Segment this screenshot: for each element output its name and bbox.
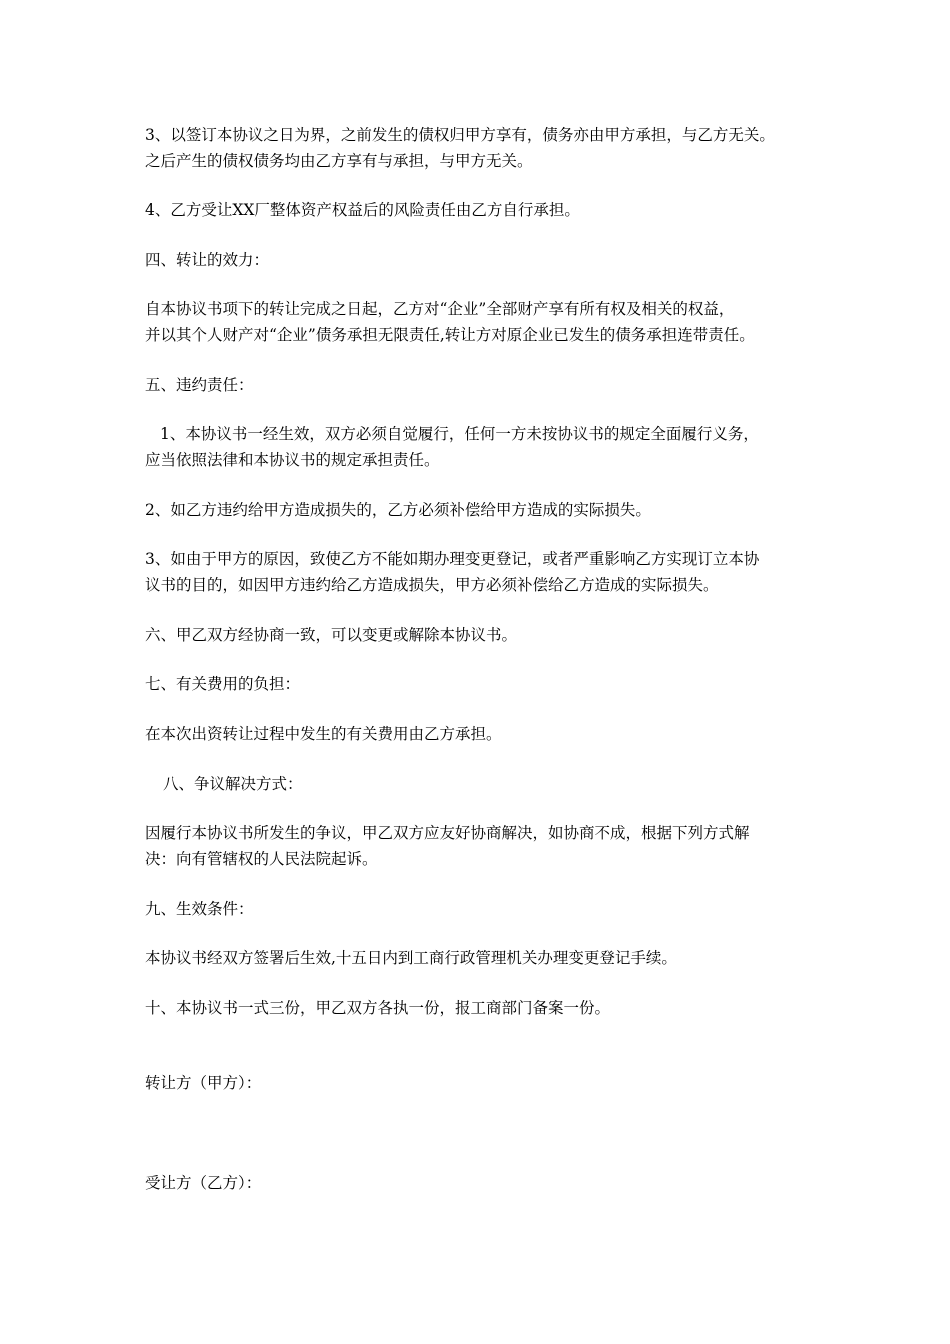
text-line: 之后产生的债权债务均由乙方享有与承担，与甲方无关。 (145, 152, 533, 170)
breach-clause-3 (145, 546, 835, 598)
text-line: 2、如乙方违约给甲方造成损失的，乙方必须补偿给甲方造成的实际损失。 (145, 501, 651, 519)
text-line: 自本协议书项下的转让完成之日起，乙方对“企业”全部财产享有所有权及相关的权益， (145, 300, 735, 318)
text-line: 决：向有管辖权的人民法院起诉。 (145, 850, 378, 868)
text-line: 四、转让的效力： (145, 251, 270, 269)
transfer-effect-paragraph (145, 296, 835, 348)
clause-3-debts (145, 122, 835, 174)
text-line: 七、有关费用的负担： (145, 675, 301, 693)
section-heading-6 (145, 622, 835, 648)
text-line: 应当依照法律和本协议书的规定承担责任。 (145, 451, 440, 469)
text-line: 并以其个人财产对“企业”债务承担无限责任,转让方对原企业已发生的债务承担连带责任。 (145, 326, 755, 344)
section-heading-5 (145, 372, 835, 398)
text-line: 六、甲乙双方经协商一致，可以变更或解除本协议书。 (145, 626, 518, 644)
section-heading-4 (145, 247, 835, 273)
text-line: 因履行本协议书所发生的争议，甲乙双方应友好协商解决，如协商不成，根据下列方式解 (145, 824, 750, 842)
expenses-paragraph (145, 721, 835, 747)
section-heading-9 (145, 896, 835, 922)
dispute-paragraph (145, 820, 835, 872)
text-line: 3、以签订本协议之日为界，之前发生的债权归甲方享有，债务亦由甲方承担，与乙方无关。 (145, 126, 775, 144)
text-line: 3、如由于甲方的原因，致使乙方不能如期办理变更登记，或者严重影响乙方实现订立本协 (145, 550, 760, 568)
clause-4-risk (145, 197, 835, 223)
text-line: 十、本协议书一式三份，甲乙双方各执一份，报工商部门备案一份。 (145, 999, 611, 1017)
text-line: 议书的目的，如因甲方违约给乙方造成损失，甲方必须补偿给乙方造成的实际损失。 (145, 576, 719, 594)
section-heading-10 (145, 995, 835, 1021)
text-line: 1、本协议书一经生效，双方必须自觉履行，任何一方未按协议书的规定全面履行义务， (160, 425, 759, 443)
section-heading-8 (145, 771, 835, 797)
text-line: 九、生效条件： (145, 900, 254, 918)
text-line: 五、违约责任： (145, 376, 254, 394)
text-line: 在本次出资转让过程中发生的有关费用由乙方承担。 (145, 725, 502, 743)
text-line: 本协议书经双方签署后生效,十五日内到工商行政管理机关办理变更登记手续。 (145, 949, 677, 967)
signature-transferee-label (145, 1170, 835, 1196)
text-line: 受让方（乙方）： (145, 1174, 262, 1192)
breach-clause-2 (145, 497, 835, 523)
text-line: 4、乙方受让XX厂整体资产权益后的风险责任由乙方自行承担。 (145, 201, 580, 219)
breach-clause-1 (145, 421, 835, 473)
effectiveness-paragraph (145, 945, 835, 971)
text-line: 转让方（甲方）： (145, 1074, 262, 1092)
section-heading-7 (145, 671, 835, 697)
signature-transferor-label (145, 1070, 835, 1096)
text-line: 八、争议解决方式： (163, 775, 303, 793)
